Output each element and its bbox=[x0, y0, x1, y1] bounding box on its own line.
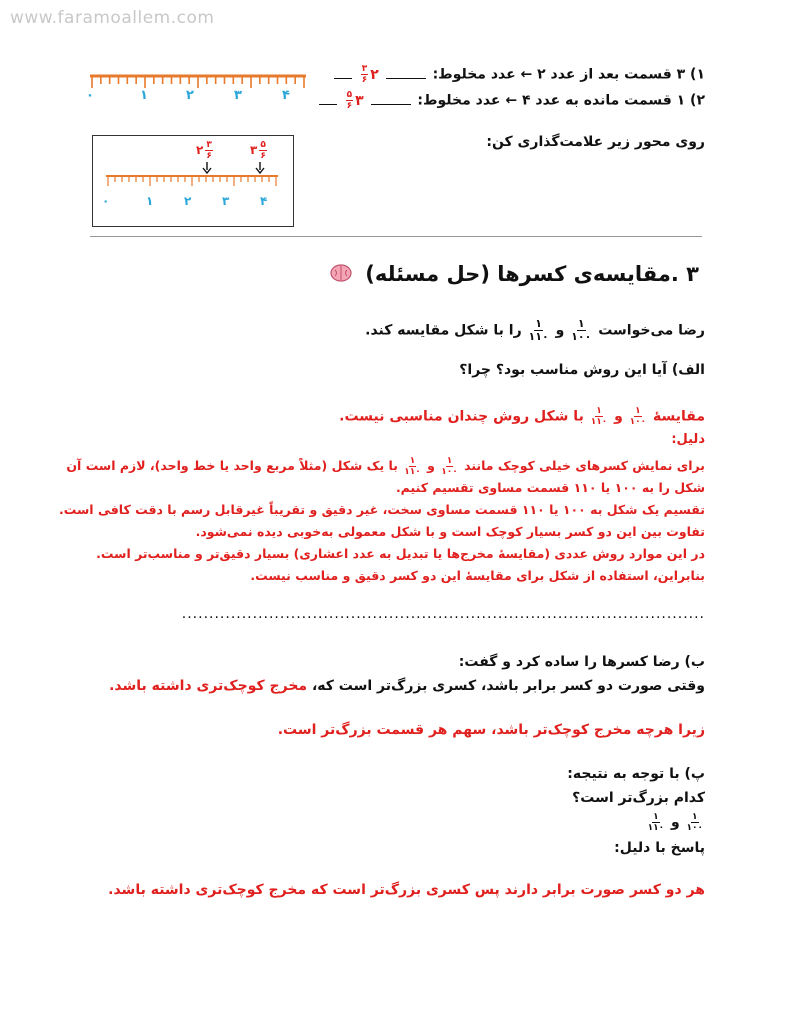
box-label-1: ۱ bbox=[146, 194, 154, 208]
and-text: و bbox=[670, 814, 680, 831]
reason-1-b: و bbox=[427, 458, 435, 473]
fraction-den: ۱۰۰ bbox=[571, 330, 592, 343]
box-label-2: ۲ bbox=[184, 194, 192, 208]
fraction-num: ۱ bbox=[577, 317, 585, 330]
mark-instruction: روی محور زیر علامت‌گذاری کن: bbox=[486, 134, 705, 150]
fraction-1-110 bbox=[404, 456, 420, 477]
arrow-down-icon bbox=[203, 162, 211, 173]
fraction-pair bbox=[646, 812, 705, 833]
answer-label: پاسخ با دلیل: bbox=[614, 840, 705, 856]
box-mark-2-num: ۵ bbox=[260, 140, 266, 150]
fraction-num: ۱ bbox=[596, 406, 602, 416]
question-2 bbox=[317, 90, 705, 111]
reason-line-1 bbox=[66, 456, 705, 477]
fraction-den: ۱۰۰ bbox=[686, 823, 703, 833]
fraction-1-110 bbox=[529, 318, 549, 343]
section-3-title-text: ۳ .مقایسه‌ی کسرها (حل مسئله) bbox=[365, 262, 699, 286]
intro-line bbox=[365, 318, 705, 343]
ruler-label-1: ۱ bbox=[140, 88, 148, 103]
ruler-label-0: ۰ bbox=[86, 88, 94, 103]
question-1-text: ۱) ۳ قسمت بعد از عدد ۲ ← عدد مخلوط: bbox=[432, 66, 705, 83]
box-mark-2-whole: ۳ bbox=[250, 143, 258, 157]
question-2-text: ۲) ۱ قسمت مانده به عدد ۴ ← عدد مخلوط: bbox=[417, 92, 705, 109]
answer-blank-2b bbox=[319, 104, 337, 105]
ruler-label-2: ۲ bbox=[186, 88, 194, 103]
arrow-down-icon bbox=[256, 162, 264, 173]
be-statement-a: وقتی صورت دو کسر برابر باشد، کسری بزرگ‌تر است که، bbox=[311, 678, 705, 694]
box-label-3: ۳ bbox=[222, 194, 230, 208]
mark-arrows bbox=[200, 162, 280, 176]
question-1 bbox=[332, 64, 705, 85]
dotted-line: ................................................................................................ bbox=[181, 606, 705, 622]
watermark: www.faramoallem.com bbox=[10, 8, 215, 28]
fraction-num: ۱ bbox=[446, 456, 453, 466]
fraction-num: ۱ bbox=[692, 812, 698, 822]
section-divider bbox=[90, 236, 702, 237]
intro-text-c: را با شکل مقایسه کند. bbox=[365, 322, 522, 339]
box-label-0: ۰ bbox=[102, 194, 110, 208]
reason-line-5: در این موارد روش عددی (مقایسهٔ مخرج‌ها یا تبدیل به عدد اعشاری) بسیار دقیق‌تر و مناسب‌تر است. bbox=[96, 546, 705, 561]
intro-text-a: رضا می‌خواست bbox=[598, 322, 705, 339]
reason-line-6: بنابراین، استفاده از شکل برای مقایسهٔ این دو کسر دقیق و مناسب نیست. bbox=[250, 568, 705, 583]
fraction-den: ۱۰۰ bbox=[441, 467, 458, 477]
fraction-den: ۱۱۰ bbox=[647, 823, 665, 833]
question-be: ب) رضا کسرها را ساده کرد و گفت: bbox=[458, 654, 705, 670]
final-answer: هر دو کسر صورت برابر دارند پس کسری بزرگ‌تر است که مخرج کوچک‌تری داشته باشد. bbox=[108, 882, 705, 898]
ruler-label-4: ۴ bbox=[282, 88, 290, 103]
answer-1-den: ۶ bbox=[361, 75, 368, 85]
answer-1-whole: ۲ bbox=[370, 66, 379, 83]
question-pe: پ) با توجه به نتیجه: bbox=[567, 766, 705, 782]
box-label-4: ۴ bbox=[260, 194, 268, 208]
answer-2-fraction bbox=[346, 90, 354, 111]
brain-icon bbox=[330, 263, 352, 287]
answer-heading-b: و bbox=[614, 408, 623, 425]
ruler-label-3: ۳ bbox=[234, 88, 242, 103]
which-larger: کدام بزرگ‌تر است؟ bbox=[572, 790, 705, 806]
box-mark-2 bbox=[250, 140, 269, 161]
answer-blank-2 bbox=[371, 104, 411, 105]
answer-2-num: ۵ bbox=[346, 90, 353, 100]
fraction-den: ۱۱۰ bbox=[528, 330, 549, 343]
box-mark-1-fraction bbox=[205, 140, 213, 161]
box-mark-1 bbox=[196, 140, 215, 161]
fraction-den: ۱۰۰ bbox=[629, 417, 647, 427]
fraction-1-100 bbox=[630, 406, 646, 427]
top-ruler-labels bbox=[86, 88, 310, 108]
answer-2 bbox=[344, 90, 364, 111]
answer-2-den: ۶ bbox=[346, 101, 353, 111]
reason-line-3: تقسیم یک شکل به ۱۰۰ یا ۱۱۰ قسمت مساوی سخت، غیر دقیق و تقریباً غیرقابل رسم با دقت کافی است. bbox=[59, 502, 705, 517]
intro-text-b: و bbox=[555, 322, 565, 339]
be-statement-b: مخرج کوچک‌تری داشته باشد. bbox=[109, 678, 308, 694]
fraction-num: ۱ bbox=[535, 317, 542, 330]
section-3-title bbox=[330, 262, 699, 287]
answer-1-num: ۳ bbox=[361, 64, 368, 74]
fraction-num: ۱ bbox=[635, 406, 641, 416]
question-alef: الف) آیا این روش مناسب بود؟ چرا؟ bbox=[459, 362, 705, 378]
fraction-num: ۱ bbox=[653, 812, 659, 822]
fraction-den: ۱۱۰ bbox=[590, 417, 608, 427]
reason-line-4: تفاوت بین این دو کسر بسیار کوچک است و با شکل معمولی به‌خوبی دیده نمی‌شود. bbox=[195, 524, 705, 539]
reason-label: دلیل: bbox=[671, 432, 705, 447]
fraction-1-110 bbox=[591, 406, 607, 427]
fraction-1-100 bbox=[687, 812, 703, 833]
box-mark-1-num: ۳ bbox=[206, 140, 212, 150]
reason-1-c: با یک شکل (مثلاً مربع واحد یا خط واحد)، لازم است آن bbox=[66, 458, 398, 473]
box-mark-2-fraction bbox=[259, 140, 267, 161]
fraction-num: ۱ bbox=[409, 456, 416, 466]
reason-line-2: شکل را به ۱۰۰ یا ۱۱۰ قسمت مساوی تقسیم کنیم. bbox=[395, 480, 705, 495]
box-mark-1-whole: ۲ bbox=[196, 143, 204, 157]
be-statement bbox=[109, 678, 705, 694]
box-mark-1-den: ۶ bbox=[206, 151, 212, 161]
box-mark-2-den: ۶ bbox=[260, 151, 266, 161]
fraction-1-100 bbox=[571, 318, 591, 343]
fraction-1-100 bbox=[441, 456, 457, 477]
answer-heading bbox=[339, 406, 705, 427]
answer-blank-1 bbox=[386, 78, 426, 79]
fraction-den: ۱۱۰ bbox=[404, 467, 421, 477]
answer-heading-a: مقایسهٔ bbox=[653, 408, 705, 425]
answer-1-fraction bbox=[361, 64, 369, 85]
boxed-ruler-labels bbox=[100, 194, 286, 210]
answer-heading-c: با شکل روش چندان مناسبی نیست. bbox=[339, 408, 584, 425]
fraction-1-110 bbox=[648, 812, 664, 833]
answer-blank-1b bbox=[334, 78, 352, 79]
answer-1 bbox=[359, 64, 379, 85]
answer-2-whole: ۳ bbox=[355, 92, 364, 109]
reason-1-a: برای نمایش کسرهای خیلی کوچک مانند bbox=[464, 458, 705, 473]
be-answer: زیرا هرچه مخرج کوچک‌تر باشد، سهم هر قسمت بزرگ‌تر است. bbox=[277, 722, 705, 738]
